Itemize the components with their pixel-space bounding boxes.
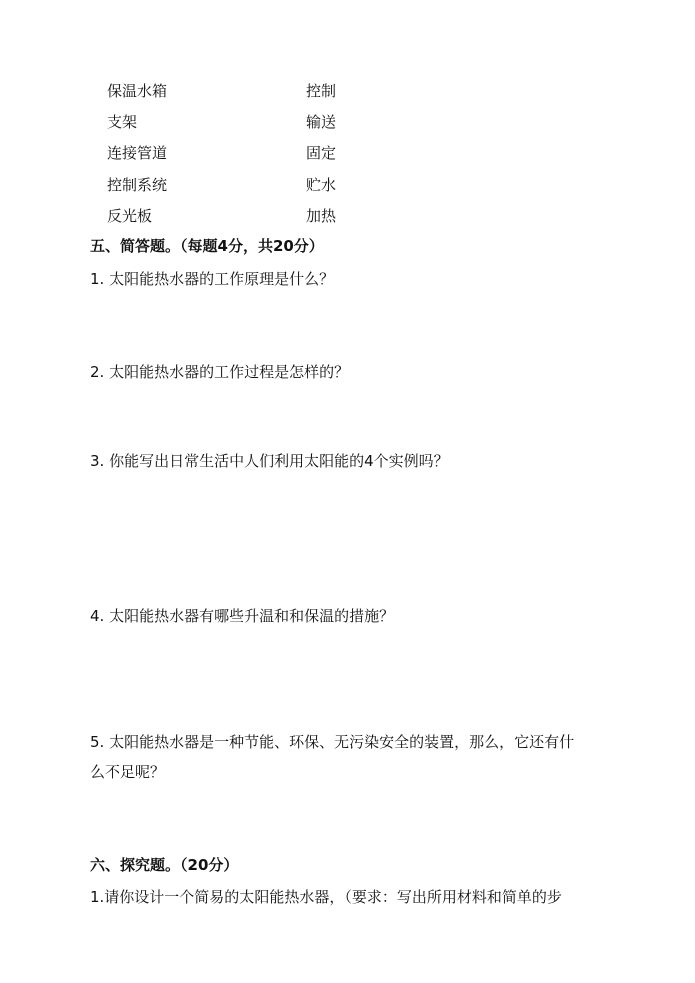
match-left-item: 控制系统 [107,176,168,194]
match-left-item: 支架 [107,113,138,131]
question-item: 1.请你设计一个简易的太阳能热水器，（要求：写出所用材料和简单的步 [90,888,562,906]
match-left-item: 保温水箱 [107,82,168,100]
question-item: 1. 太阳能热水器的工作原理是什么？ [90,270,335,288]
question-item: 4. 太阳能热水器有哪些升温和和保温的措施？ [90,607,395,625]
match-right-item: 控制 [306,82,337,100]
section-heading: 五、简答题。（每题4分，共20分） [90,237,324,255]
question-item: 5. 太阳能热水器是一种节能、环保、无污染安全的装置，那么，它还有什 [90,733,575,751]
match-right-item: 贮水 [306,176,337,194]
match-right-item: 加热 [306,207,337,225]
question-continuation: 么不足呢？ [90,763,166,781]
match-left-item: 反光板 [107,207,153,225]
question-item: 2. 太阳能热水器的工作过程是怎样的？ [90,363,350,381]
match-right-item: 输送 [306,113,337,131]
match-left-item: 连接管道 [107,144,168,162]
section-heading: 六、探究题。（20分） [90,856,239,874]
question-item: 3. 你能写出日常生活中人们利用太阳能的4个实例吗？ [90,452,449,470]
match-right-item: 固定 [306,144,337,162]
